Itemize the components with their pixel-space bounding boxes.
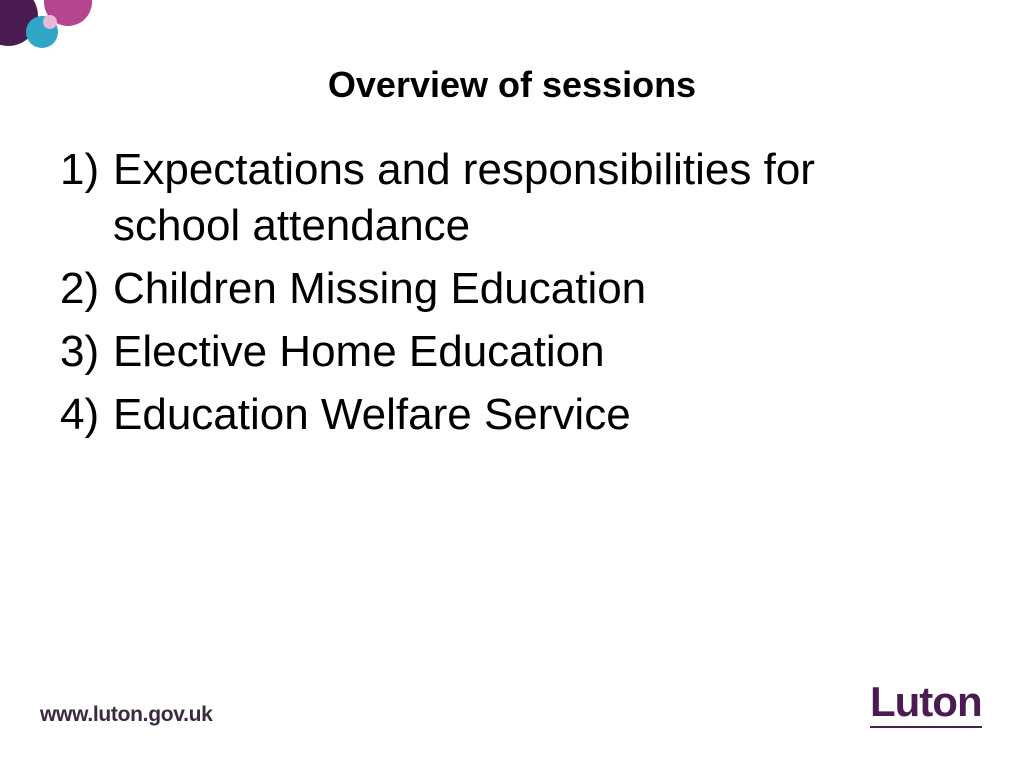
item-text: Children Missing Education <box>113 264 647 313</box>
list-item <box>60 142 920 254</box>
web-address: www.luton.gov.uk <box>40 703 213 726</box>
item-number: 4) <box>60 390 100 439</box>
item-text: Expectations and responsibilities for school attendance <box>113 145 815 250</box>
logo-underline <box>870 726 982 728</box>
logo-text: Luton <box>870 678 982 725</box>
item-text: Elective Home Education <box>113 327 605 376</box>
session-list <box>60 142 920 450</box>
decorative-bubbles <box>0 0 110 60</box>
item-number: 1) <box>60 145 100 194</box>
luton-logo <box>870 680 988 728</box>
list-item <box>60 261 920 317</box>
list-item <box>60 324 920 380</box>
slide-title: Overview of sessions <box>327 64 697 105</box>
item-number: 3) <box>60 327 100 376</box>
item-number: 2) <box>60 264 100 313</box>
item-text: Education Welfare Service <box>113 390 631 439</box>
list-item <box>60 387 920 443</box>
